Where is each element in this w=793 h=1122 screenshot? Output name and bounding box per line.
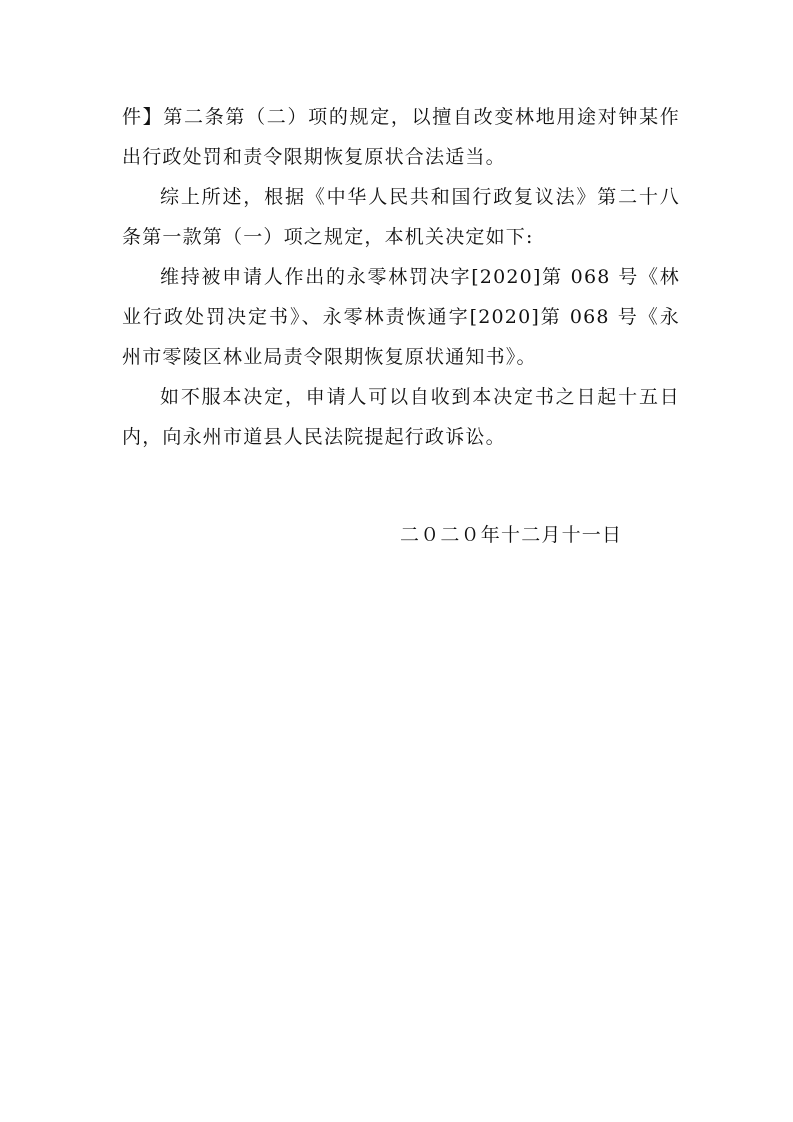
document-date: 二０二０年十二月十一日: [400, 524, 623, 546]
document-body: [122, 97, 680, 457]
paragraph-decision: 维持被申请人作出的永零林罚决字[2020]第 068 号《林业行政处罚决定书》、永零林责恢通字[2020]第 068 号《永州市零陵区林业局责令限期恢复原状通知书》。: [122, 266, 680, 368]
paragraph-summary: 综上所述，根据《中华人民共和国行政复议法》第二十八条第一款第（一）项之规定，本机关决定如下:: [122, 186, 680, 248]
paragraph-appeal-notice: 如不服本决定，申请人可以自收到本决定书之日起十五日内，向永州市道县人民法院提起行政诉讼。: [122, 386, 680, 448]
paragraph-continuation: 件】第二条第（二）项的规定，以擅自改变林地用途对钟某作出行政处罚和责令限期恢复原状合法适当。: [122, 106, 680, 168]
